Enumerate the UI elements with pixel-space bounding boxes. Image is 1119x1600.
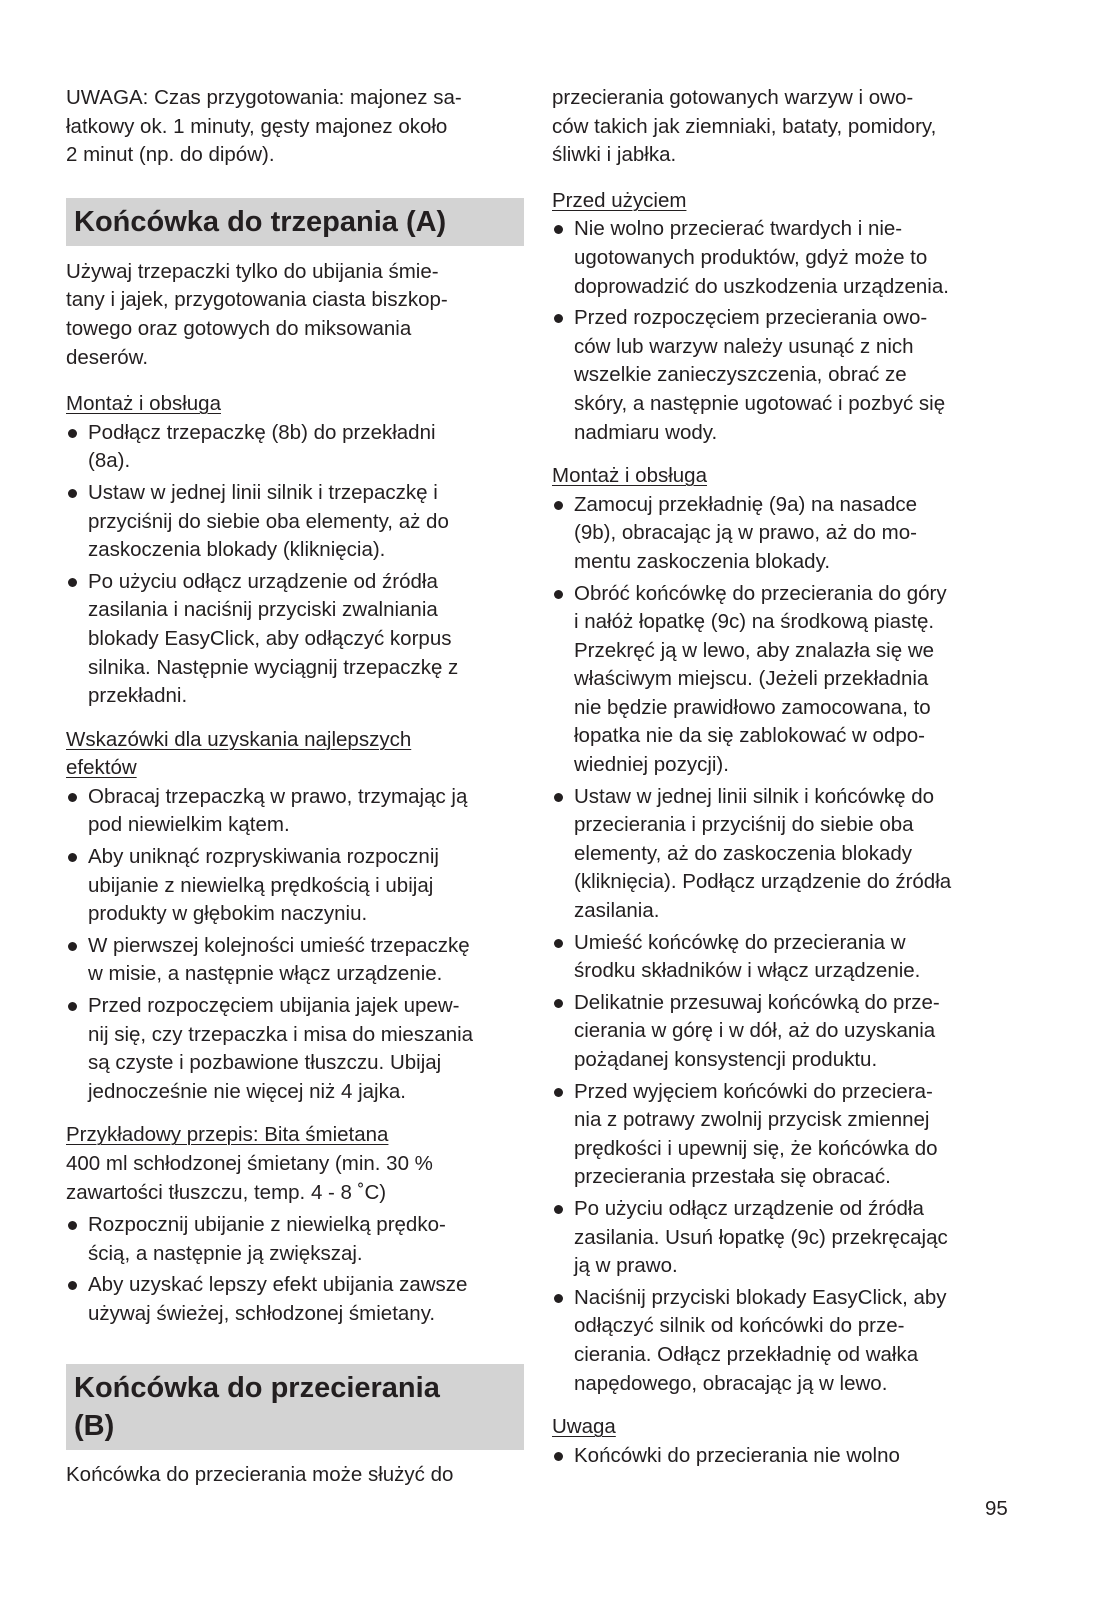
list-item: Umieść końcówkę do przecierania w środku składników i włącz urządzenie. — [552, 929, 1014, 986]
whisk-tips-subheading: Wskazówki dla uzyskania najlepszych efektów — [66, 727, 412, 780]
whisk-assembly-subheading: Montaż i obsługa — [66, 392, 221, 416]
list-item: Końcówki do przecierania nie wolno — [552, 1442, 1014, 1471]
list-item: Ustaw w jednej linii silnik i końcówkę do przecierania i przyciśnij do siebie oba elementy, aż do zaskoczenia blokady (kliknięcia). Podłącz urządzenie do źródła zasilania. — [552, 783, 1014, 926]
list-item: Delikatnie przesuwaj końcówką do prze- cierania w górę i w dół, aż do uzyskania pożądanej konsystencji produktu. — [552, 989, 1014, 1075]
note-list — [552, 1442, 1014, 1471]
list-item: Ustaw w jednej linii silnik i trzepaczkę i przyciśnij do siebie oba elementy, aż do zaskoczenia blokady (kliknięcia). — [66, 479, 524, 565]
recipe-ingredients: 400 ml schłodzonej śmietany (min. 30 % zawartości tłuszczu, temp. 4 - 8 ˚C) — [66, 1152, 433, 1204]
before-use-subheading: Przed użyciem — [552, 188, 687, 212]
right-column — [552, 84, 1014, 1473]
masher-intro-continued: przecierania gotowanych warzyw i owo- ców takich jak ziemniaki, bataty, pomidory, śliwki i jabłka. — [552, 86, 937, 167]
masher-assembly-list — [552, 491, 1014, 1398]
list-item: Przed wyjęciem końcówki do przeciera- nia z potrawy zwolnij przycisk zmiennej prędkości i upewnij się, że końcówka do przecierania przestała się obracać. — [552, 1078, 1014, 1192]
list-item: Po użyciu odłącz urządzenie od źródła zasilania. Usuń łopatkę (9c) przekręcając ją w prawo. — [552, 1195, 1014, 1281]
masher-intro: Końcówka do przecierania może służyć do — [66, 1462, 454, 1486]
list-item: Aby uzyskać lepszy efekt ubijania zawsze używaj świeżej, schłodzonej śmietany. — [66, 1271, 524, 1328]
recipe-list — [66, 1211, 524, 1328]
list-item: Podłącz trzepaczkę (8b) do przekładni (8a). — [66, 419, 524, 476]
whisk-intro: Używaj trzepaczki tylko do ubijania śmie- tany i jajek, przygotowania ciasta biszkop- towego oraz gotowych do miksowania deserów. — [66, 259, 448, 369]
whisk-tips-list — [66, 783, 524, 1107]
list-item: Po użyciu odłącz urządzenie od źródła zasilania i naciśnij przyciski zwalniania blokady EasyClick, aby odłączyć korpus silnika. Następnie wyciągnij trzepaczkę z przekładni. — [66, 568, 524, 711]
whisk-assembly-list — [66, 419, 524, 711]
recipe-subheading: Przykładowy przepis: Bita śmietana — [66, 1123, 389, 1147]
page-number: 95 — [985, 1497, 1008, 1520]
list-item: Przed rozpoczęciem ubijania jajek upew- nij się, czy trzepaczka i misa do mieszania są czyste i pozbawione tłuszczu. Ubijaj jednocześnie nie więcej niż 4 jajka. — [66, 992, 524, 1106]
list-item: Naciśnij przyciski blokady EasyClick, aby odłączyć silnik od końcówki do prze- cierania. Odłącz przekładnię od wałka napędowego, obracając ją w lewo. — [552, 1284, 1014, 1398]
note-subheading: Uwaga — [552, 1415, 616, 1439]
list-item: Obróć końcówkę do przecierania do góry i nałóż łopatkę (9c) na środkową piastę. Przekręć ją w lewo, aby znalazła się we właściwym miejscu. (Jeżeli przekładnia nie będzie prawidłowo zamocowana, to łopatka nie da się zablokować w odpo- wiedniej pozycji). — [552, 580, 1014, 780]
list-item: Obracaj trzepaczką w prawo, trzymając ją pod niewielkim kątem. — [66, 783, 524, 840]
left-intro-note: UWAGA: Czas przygotowania: majonez sa- łatkowy ok. 1 minuty, gęsty majonez około 2 minut (np. do dipów). — [66, 86, 462, 167]
heading-whisk-attachment: Końcówka do trzepania (A) — [66, 198, 524, 246]
before-use-list — [552, 215, 1014, 447]
list-item: Rozpocznij ubijanie z niewielką prędko- ścią, a następnie ją zwiększaj. — [66, 1211, 524, 1268]
heading-masher-attachment: Końcówka do przecierania (B) — [66, 1364, 524, 1450]
list-item: Aby uniknąć rozpryskiwania rozpocznij ubijanie z niewielką prędkością i ubijaj produkty w głębokim naczyniu. — [66, 843, 524, 929]
left-column — [66, 84, 524, 1489]
list-item: Przed rozpoczęciem przecierania owo- ców lub warzyw należy usunąć z nich wszelkie zanieczyszczenia, obrać ze skóry, a następnie ugotować i pozbyć się nadmiaru wody. — [552, 304, 1014, 447]
masher-assembly-subheading: Montaż i obsługa — [552, 464, 707, 488]
list-item: Nie wolno przecierać twardych i nie- ugotowanych produktów, gdyż może to doprowadzić do uszkodzenia urządzenia. — [552, 215, 1014, 301]
list-item: Zamocuj przekładnię (9a) na nasadce (9b), obracając ją w prawo, aż do mo- mentu zaskoczenia blokady. — [552, 491, 1014, 577]
list-item: W pierwszej kolejności umieść trzepaczkę w misie, a następnie włącz urządzenie. — [66, 932, 524, 989]
